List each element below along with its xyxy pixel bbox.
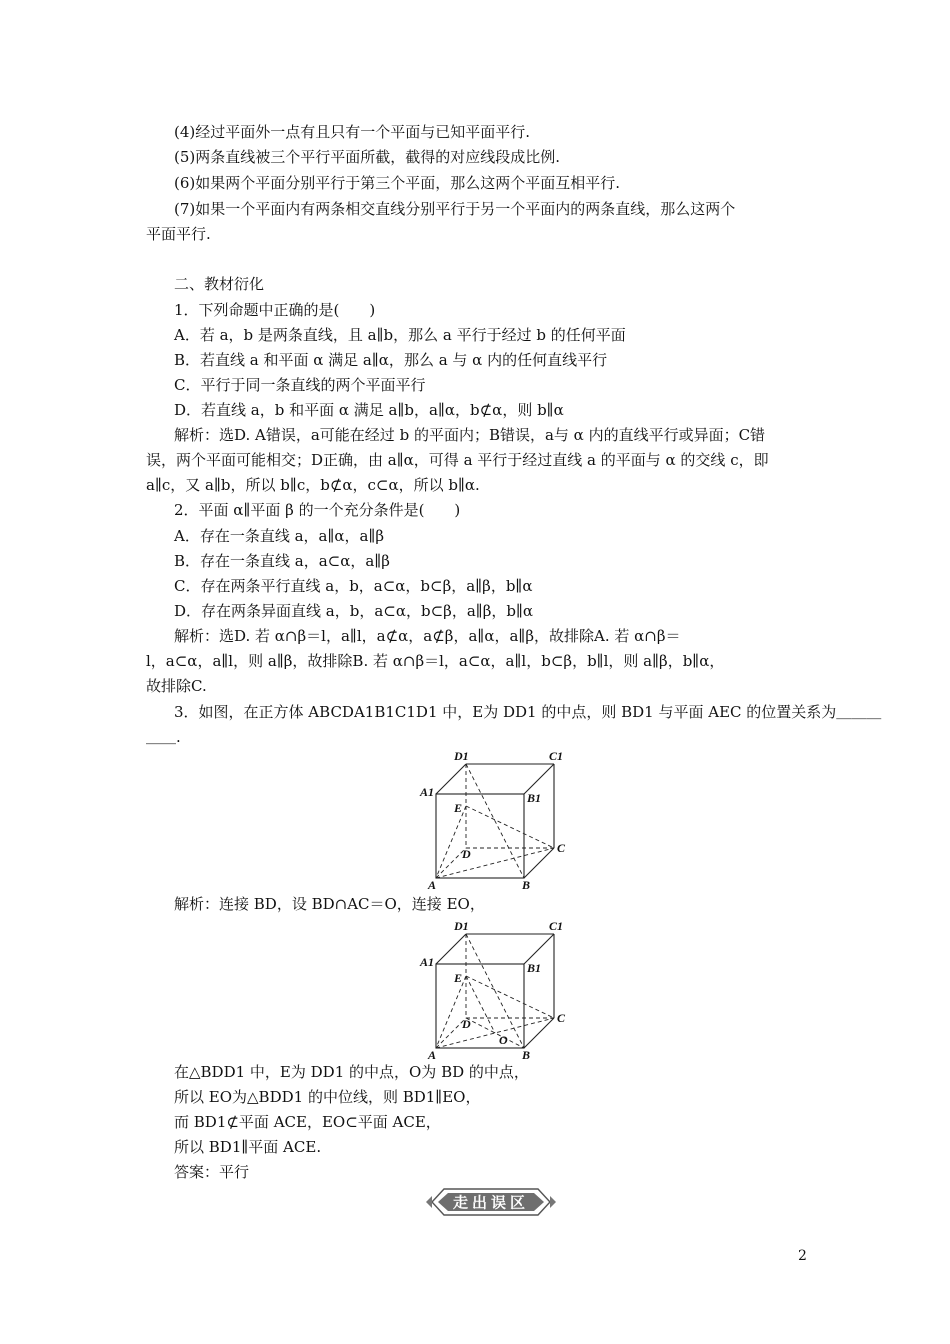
section-heading: 二、教材衍化 (174, 275, 265, 293)
label-c: C (557, 841, 566, 855)
option-a: A．存在一条直线 a，a∥α，a∥β (174, 527, 385, 545)
label-d1: D1 (454, 919, 469, 933)
label-c: C (557, 1011, 566, 1025)
option-d: D．存在两条异面直线 a，b，a⊂α，b⊂β，a∥β，b∥α (174, 602, 534, 620)
label-b: B (522, 1048, 531, 1062)
cube-figure-with-o (418, 916, 568, 1062)
analysis-line: 所以 EO为△BDD1 的中位线，则 BD1∥EO， (174, 1088, 481, 1106)
text-line: 平面平行. (146, 225, 211, 243)
text-line: (4)经过平面外一点有且只有一个平面与已知平面平行. (174, 123, 531, 141)
label-b1: B1 (527, 791, 542, 805)
analysis-line: 而 BD1⊄平面 ACE，EO⊂平面 ACE， (174, 1113, 441, 1131)
text-line: (6)如果两个平面分别平行于第三个平面，那么这两个平面互相平行. (174, 174, 621, 192)
question-2: 2．平面 α∥平面 β 的一个充分条件是( ) (174, 501, 461, 519)
label-e: E (454, 971, 463, 985)
option-a: A．若 a，b 是两条直线，且 a∥b，那么 a 平行于经过 b 的任何平面 (174, 326, 626, 344)
analysis-line: 解析：连接 BD，设 BD∩AC＝O，连接 EO， (174, 895, 485, 913)
question-3-blank: ＿＿. (146, 728, 181, 746)
option-b: B．若直线 a 和平面 α 满足 a∥α，那么 a 与 α 内的任何直线平行 (174, 351, 608, 369)
label-d1: D1 (454, 749, 469, 763)
label-a: A (428, 878, 437, 892)
section-banner (424, 1186, 558, 1218)
label-a1: A1 (420, 785, 435, 799)
label-b: B (522, 878, 531, 892)
label-d: D (462, 847, 471, 861)
answer-line: 答案：平行 (174, 1163, 250, 1181)
text-line: (7)如果一个平面内有两条相交直线分别平行于另一个平面内的两条直线，那么这两个 (174, 200, 736, 218)
label-d: D (462, 1017, 471, 1031)
option-d: D．若直线 a，b 和平面 α 满足 a∥b，a∥α，b⊄α，则 b∥α (174, 401, 564, 419)
label-a: A (428, 1048, 437, 1062)
label-c1: C1 (549, 749, 564, 763)
analysis-line: l，a⊂α，a∥l，则 a∥β，故排除B. 若 α∩β＝l，a⊂α，a∥l，b⊂β，b∥l，则 a∥β，b∥α， (146, 652, 725, 670)
label-e: E (454, 801, 463, 815)
analysis-line: 在△BDD1 中，E为 DD1 的中点，O为 BD 的中点， (174, 1063, 529, 1081)
text-line: (5)两条直线被三个平行平面所截，截得的对应线段成比例. (174, 148, 561, 166)
analysis-line: 故排除C. (146, 677, 207, 695)
analysis-line: 误，两个平面可能相交；D正确，由 a∥α，可得 a 平行于经过直线 a 的平面与 α 的交线 c，即 (146, 451, 769, 469)
option-c: C．存在两条平行直线 a，b，a⊂α，b⊂β，a∥β，b∥α (174, 577, 533, 595)
analysis-line: 所以 BD1∥平面 ACE. (174, 1138, 322, 1156)
analysis-line: 解析：选D. 若 α∩β＝l，a∥l，a⊄α，a⊄β，a∥α，a∥β，故排除A. 若 α∩β＝ (174, 627, 681, 645)
page-number: 2 (798, 1248, 807, 1264)
option-c: C．平行于同一条直线的两个平面平行 (174, 376, 426, 394)
label-c1: C1 (549, 919, 564, 933)
question-3: 3．如图，在正方体 ABCDA1B1C1D1 中，E为 DD1 的中点，则 BD1 与平面 AEC 的位置关系为＿＿＿ (174, 703, 882, 721)
analysis-line: 解析：选D. A错误，a可能在经过 b 的平面内；B错误，a与 α 内的直线平行或异面；C错 (174, 426, 766, 444)
cube-figure (418, 746, 568, 892)
label-o: O (499, 1033, 508, 1047)
option-b: B．存在一条直线 a，a⊂α，a∥β (174, 552, 390, 570)
label-b1: B1 (527, 961, 542, 975)
banner-text: 走出误区 (452, 1193, 530, 1212)
label-a1: A1 (420, 955, 435, 969)
analysis-line: a∥c，又 a∥b，所以 b∥c，b⊄α，c⊂α，所以 b∥α. (146, 476, 480, 494)
question-1: 1．下列命题中正确的是( ) (174, 301, 376, 319)
